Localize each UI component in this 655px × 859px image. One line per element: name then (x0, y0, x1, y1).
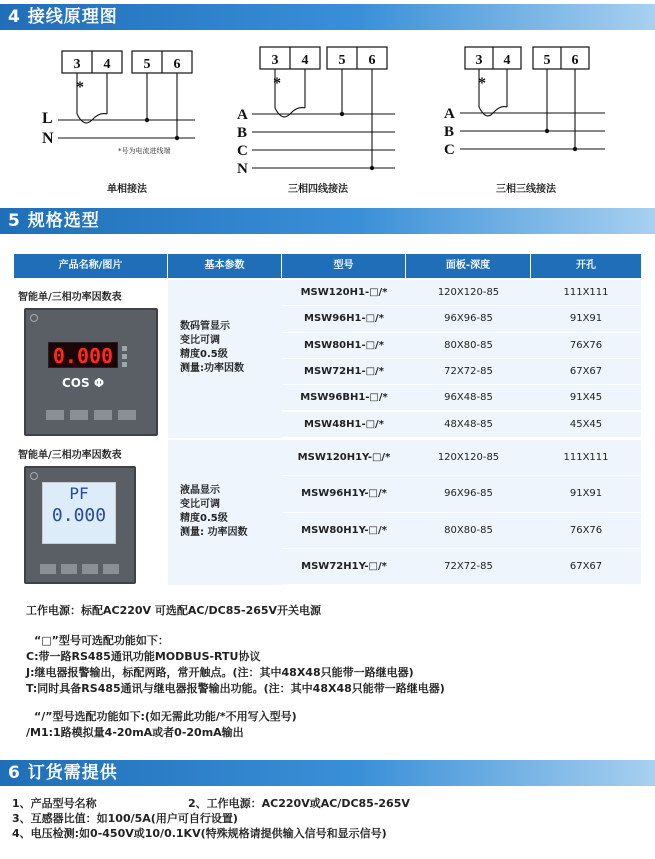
svg-text:A: A (444, 106, 455, 122)
group2-params: 液晶显示 变比可调 精度0.5级 测量: 功率因数 (180, 485, 248, 538)
lcd-display (42, 482, 116, 544)
power-note: 工作电源：标配AC220V 可选配AC/DC85-265V开关电源 (26, 604, 322, 617)
model-cell: MSW120H1Y-□/* (297, 452, 391, 463)
line-label-l: L (42, 110, 53, 127)
order-item-3: 3、互感器比值：如100/5A(用户可自行设置) (12, 812, 238, 825)
order-item-4: 4、电压检测:如0-450V或10/0.1KV(特殊规格请提供输入信号和显示信号) (12, 827, 387, 840)
section-5-title: 5 规格选型 (0, 208, 655, 234)
table-row (282, 440, 641, 476)
table-row (282, 549, 641, 585)
model-cell: MSW72H1-□/* (304, 365, 384, 377)
model-cell: MSW96H1Y-□/* (301, 488, 387, 500)
panel-cell: 120X120-85 (437, 287, 500, 298)
model-cell: MSW96H1-□/* (304, 313, 384, 325)
table-row (282, 476, 641, 512)
slash-title: “/”型号选配功能如下:(如无需此功能/*不用写入型号) (34, 710, 297, 723)
svg-text:4: 4 (301, 53, 309, 68)
model-cell: MSW80H1Y-□/* (301, 524, 387, 536)
hole-cell: 67X67 (569, 365, 603, 377)
hole-cell: 111X111 (563, 287, 609, 298)
three-phase-three-wire-caption: 三相三线接法 (496, 184, 556, 195)
line-label-n: N (42, 130, 54, 147)
led-display: 0.000 (48, 342, 118, 368)
header-hole: 开孔 (576, 260, 596, 271)
svg-text:6: 6 (571, 53, 579, 68)
hole-cell: 91X91 (569, 488, 603, 500)
header-model: 型号 (282, 254, 406, 278)
panel-cell: 80X80-85 (444, 339, 493, 351)
cos-phi-label: COS Φ (62, 376, 105, 390)
panel-cell: 80X80-85 (444, 524, 493, 536)
star-mark: * (76, 79, 84, 96)
header-panel: 面板-深度 (406, 254, 531, 278)
group1-product-name: 智能单/三相功率因数表 (18, 292, 122, 303)
panel-cell: 120X120-85 (437, 452, 500, 463)
svg-text:*: * (273, 75, 281, 92)
hole-cell: 91X91 (569, 313, 603, 325)
hole-cell: 67X67 (569, 560, 603, 572)
three-phase-four-wire-caption: 三相四线接法 (288, 184, 348, 195)
svg-text:B: B (444, 124, 455, 140)
lcd-value: 0.000 (51, 505, 107, 526)
options-title: “□”型号可选配功能如下： (34, 634, 169, 647)
panel-cell: 72X72-85 (444, 560, 493, 572)
lcd-meter-image (24, 466, 136, 584)
single-phase-diagram (40, 42, 220, 192)
option-c: C:带一路RS485通讯功能MODBUS-RTU协议 (26, 650, 261, 663)
model-cell: MSW120H1-□/* (300, 287, 388, 298)
group1-params: 数码管显示 变比可调 精度0.5级 测量:功率因数 (180, 321, 244, 374)
header-product: 产品名称/图片 (14, 254, 168, 278)
panel-cell: 72X72-85 (444, 365, 493, 377)
order-item-2: 2、工作电源：AC220V或AC/DC85-265V (188, 797, 410, 810)
slash-m1: /M1:1路模拟量4-20mA或者0-20mA输出 (26, 726, 244, 739)
model-cell: MSW80H1-□/* (304, 339, 384, 351)
hole-cell: 76X76 (569, 524, 603, 536)
table-row (282, 359, 641, 385)
model-cell: MSW72H1Y-□/* (301, 560, 387, 572)
panel-cell: 48X48-85 (444, 418, 493, 430)
current-inlet-note: *号为电流进线端 (118, 147, 171, 155)
spec-table-header (14, 254, 641, 278)
hole-cell: 91X45 (569, 392, 603, 404)
terminal-6: 6 (173, 57, 181, 72)
svg-text:C: C (237, 143, 248, 159)
lcd-pf: PF (69, 484, 89, 503)
svg-text:4: 4 (503, 53, 511, 68)
hole-cell: 76X76 (569, 339, 603, 351)
svg-text:N: N (237, 161, 248, 177)
meter-buttons (46, 410, 142, 422)
svg-text:3: 3 (475, 53, 483, 68)
hole-cell: 45X45 (569, 418, 603, 430)
svg-text:5: 5 (543, 53, 551, 68)
header-params: 基本参数 (168, 254, 282, 278)
table-row (282, 333, 641, 359)
terminal-5: 5 (143, 57, 151, 72)
panel-cell: 96X48-85 (444, 392, 493, 404)
svg-text:*: * (478, 75, 486, 92)
three-phase-three-wire-diagram (440, 42, 620, 192)
logo-icon (30, 314, 38, 322)
option-t: T:同时具备RS485通讯与继电器报警输出功能。(注：其中48X48只能带一路继电器) (26, 682, 445, 695)
table-row (282, 306, 641, 332)
model-cell: MSW96BH1-□/* (300, 392, 388, 404)
svg-text:3: 3 (271, 53, 279, 68)
section-6-title: 6 订货需提供 (0, 760, 655, 786)
panel-cell: 96X96-85 (444, 313, 493, 325)
group2-product-name: 智能单/三相功率因数表 (18, 450, 122, 461)
terminal-3: 3 (73, 57, 81, 72)
hole-cell: 111X111 (563, 452, 609, 463)
svg-text:A: A (237, 107, 248, 123)
svg-text:5: 5 (338, 53, 346, 68)
order-item-1: 1、产品型号名称 (12, 797, 97, 810)
digital-meter-image (24, 308, 158, 436)
svg-text:6: 6 (368, 53, 376, 68)
single-phase-caption: 单相接法 (107, 184, 147, 195)
table-row (282, 513, 641, 549)
panel-cell: 96X96-85 (444, 488, 493, 500)
three-phase-four-wire-diagram (235, 42, 415, 192)
section-4-title: 4 接线原理图 (0, 4, 655, 30)
table-row (282, 412, 641, 438)
option-j: J:继电器报警输出，标配两路，常开触点。(注：其中48X48只能带一路继电器) (26, 666, 414, 679)
svg-text:B: B (237, 125, 248, 141)
table-row (282, 280, 641, 306)
table-row (282, 385, 641, 411)
svg-text:C: C (444, 142, 455, 158)
model-cell: MSW48H1-□/* (304, 418, 384, 430)
terminal-4: 4 (103, 57, 111, 72)
